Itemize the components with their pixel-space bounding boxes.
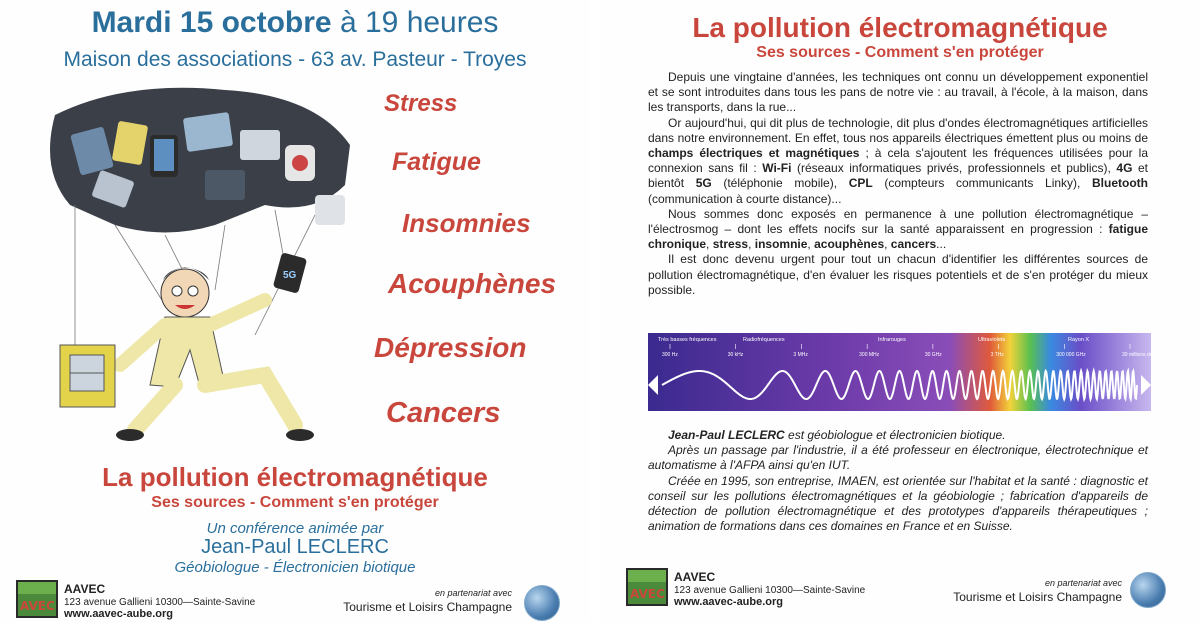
- symptom-cancers: Cancers: [386, 397, 501, 429]
- org-name: AAVEC: [64, 582, 106, 596]
- aavec-logo: AVEC: [16, 580, 58, 618]
- paragraph-3: Nous sommes donc exposés en permanence à une pollution électromagnétique – l'électrosmog – dont les effets nocifs sur la santé apparaissent en progression : fatigue chronique, stress, insomnie, acouphènes, cancers...: [648, 206, 1148, 252]
- fold-divider: [592, 0, 598, 623]
- puppet-illustration: [15, 75, 360, 450]
- conference-label: Un conférence animée par: [206, 520, 384, 537]
- symptom-depression: Dépression: [374, 332, 527, 363]
- aavec-logo-back: AVEC: [626, 568, 668, 606]
- org-name-back: AAVEC: [674, 570, 716, 584]
- spectrum-band-label: Radiofréquences: [743, 337, 785, 343]
- partner-name: Tourisme et Loisirs Champagne: [343, 600, 512, 614]
- spectrum-tick-label: 300 Hz: [662, 352, 678, 358]
- spectrum-band-label: Rayon X: [1068, 337, 1090, 343]
- phone-5g-label: 5G: [283, 270, 297, 281]
- spectrum-tick-label: 3 MHz: [793, 352, 808, 358]
- spectrum-tick-label: 30 GHz: [924, 352, 942, 358]
- front-title: La pollution électromagnétique: [102, 462, 488, 492]
- spectrum-tick-label: 300 MHz: [859, 352, 880, 358]
- symptom-fatigue: Fatigue: [392, 148, 481, 176]
- paragraph-4: Il est donc devenu urgent pour tout un chacun d'identifier les différentes sources de pollution électromagnétique, d'en évaluer les risques potentiels et de s'en protéger du mieux possible.: [648, 252, 1148, 297]
- spectrum-band-label: Très basses fréquences: [658, 337, 717, 343]
- spectrum-band-label: Infrarouges: [878, 337, 906, 343]
- spectrum-tick-label: 300 000 GHz: [1056, 352, 1086, 358]
- bio-paragraph-2: Après un passage par l'industrie, il a été professeur en électronique, électrotechnique et automatisme à l'AFPA ainsi qu'en IUT.: [648, 443, 1148, 473]
- partner-globe-icon-back: [1130, 572, 1166, 608]
- flyer-front: [0, 0, 590, 623]
- symptom-insomnies: Insomnies: [402, 208, 531, 238]
- partner-globe-icon: [524, 585, 560, 621]
- paragraph-1: Depuis une vingtaine d'années, les techniques ont connu un développement exponentiel et se sont introduites dans tous les pans de notre vie : au travail, à l'école, à la maison, dans les transports, dans la rue...: [648, 70, 1148, 115]
- event-hour: à 19 heures: [339, 6, 499, 39]
- bio-paragraph-1: Jean-Paul LECLERC est géobiologue et électronicien biotique.: [668, 428, 1006, 442]
- symptom-acouphenes: Acouphènes: [388, 268, 557, 299]
- speaker-role: Géobiologue - Électronicien biotique: [174, 559, 416, 576]
- bio-paragraph-3: Créée en 1995, son entreprise, IMAEN, est orientée sur l'habitat et la santé : diagnostic et conseil sur les pollutions électromagnétiques et la géobiologie ; fabrication d'appareils de détection de pollution électromagnétique et des prototypes d'appareils thérapeutiques ; animation de formations dans ces domaines en France et en Suisse.: [648, 473, 1148, 534]
- spectrum-tick-label: 30 kHz: [727, 352, 744, 358]
- partner-label: en partenariat avec: [434, 588, 512, 598]
- org-address: 123 avenue Gallieni 10300—Sainte-Savine: [64, 597, 256, 608]
- event-date: [0, 6, 590, 40]
- front-subtitle: Ses sources - Comment s'en protéger: [151, 494, 439, 511]
- spectrum-band-label: Ultraviolets: [978, 337, 1006, 343]
- em-spectrum-diagram: [648, 333, 1164, 411]
- flyer-back: [600, 0, 1200, 623]
- speaker-name: Jean-Paul LECLERC: [201, 536, 389, 558]
- event-date-main: Mardi 15 octobre: [91, 6, 332, 39]
- symptom-stress: Stress: [384, 90, 458, 117]
- paragraph-2: Or aujourd'hui, qui dit plus de technologie, dit plus d'ondes électromagnétiques artificielles dans notre environnement. En effet, tous nos appareils électriques émettent plus ou moins de champs électriques et magnétiques ; à cela s'ajoutent les fréquences utilisées pour la connexion sans fil : Wi-Fi (réseaux informatiques privés, professionnels et publics), 4G et bientôt 5G (téléphonie mobile), CPL (compteurs communicants Linky), Bluetooth (communication à courte distance)...: [648, 115, 1149, 206]
- intro-text: [648, 70, 1148, 298]
- org-address-back: 123 avenue Gallieni 10300—Sainte-Savine: [674, 585, 866, 596]
- back-subtitle: Ses sources - Comment s'en protéger: [756, 44, 1044, 61]
- partner-label-back: en partenariat avec: [1044, 578, 1122, 588]
- back-title: La pollution électromagnétique: [692, 12, 1108, 43]
- org-website-back[interactable]: www.aavec-aube.org: [674, 596, 784, 608]
- spectrum-tick-label: 3 THz: [990, 352, 1004, 358]
- org-website[interactable]: www.aavec-aube.org: [64, 608, 174, 620]
- spectrum-tick-label: 30 millions de GHz: [1122, 352, 1164, 358]
- partner-name-back: Tourisme et Loisirs Champagne: [953, 590, 1122, 604]
- speaker-bio: [648, 428, 1148, 534]
- event-place: Maison des associations - 63 av. Pasteur - Troyes: [63, 48, 527, 71]
